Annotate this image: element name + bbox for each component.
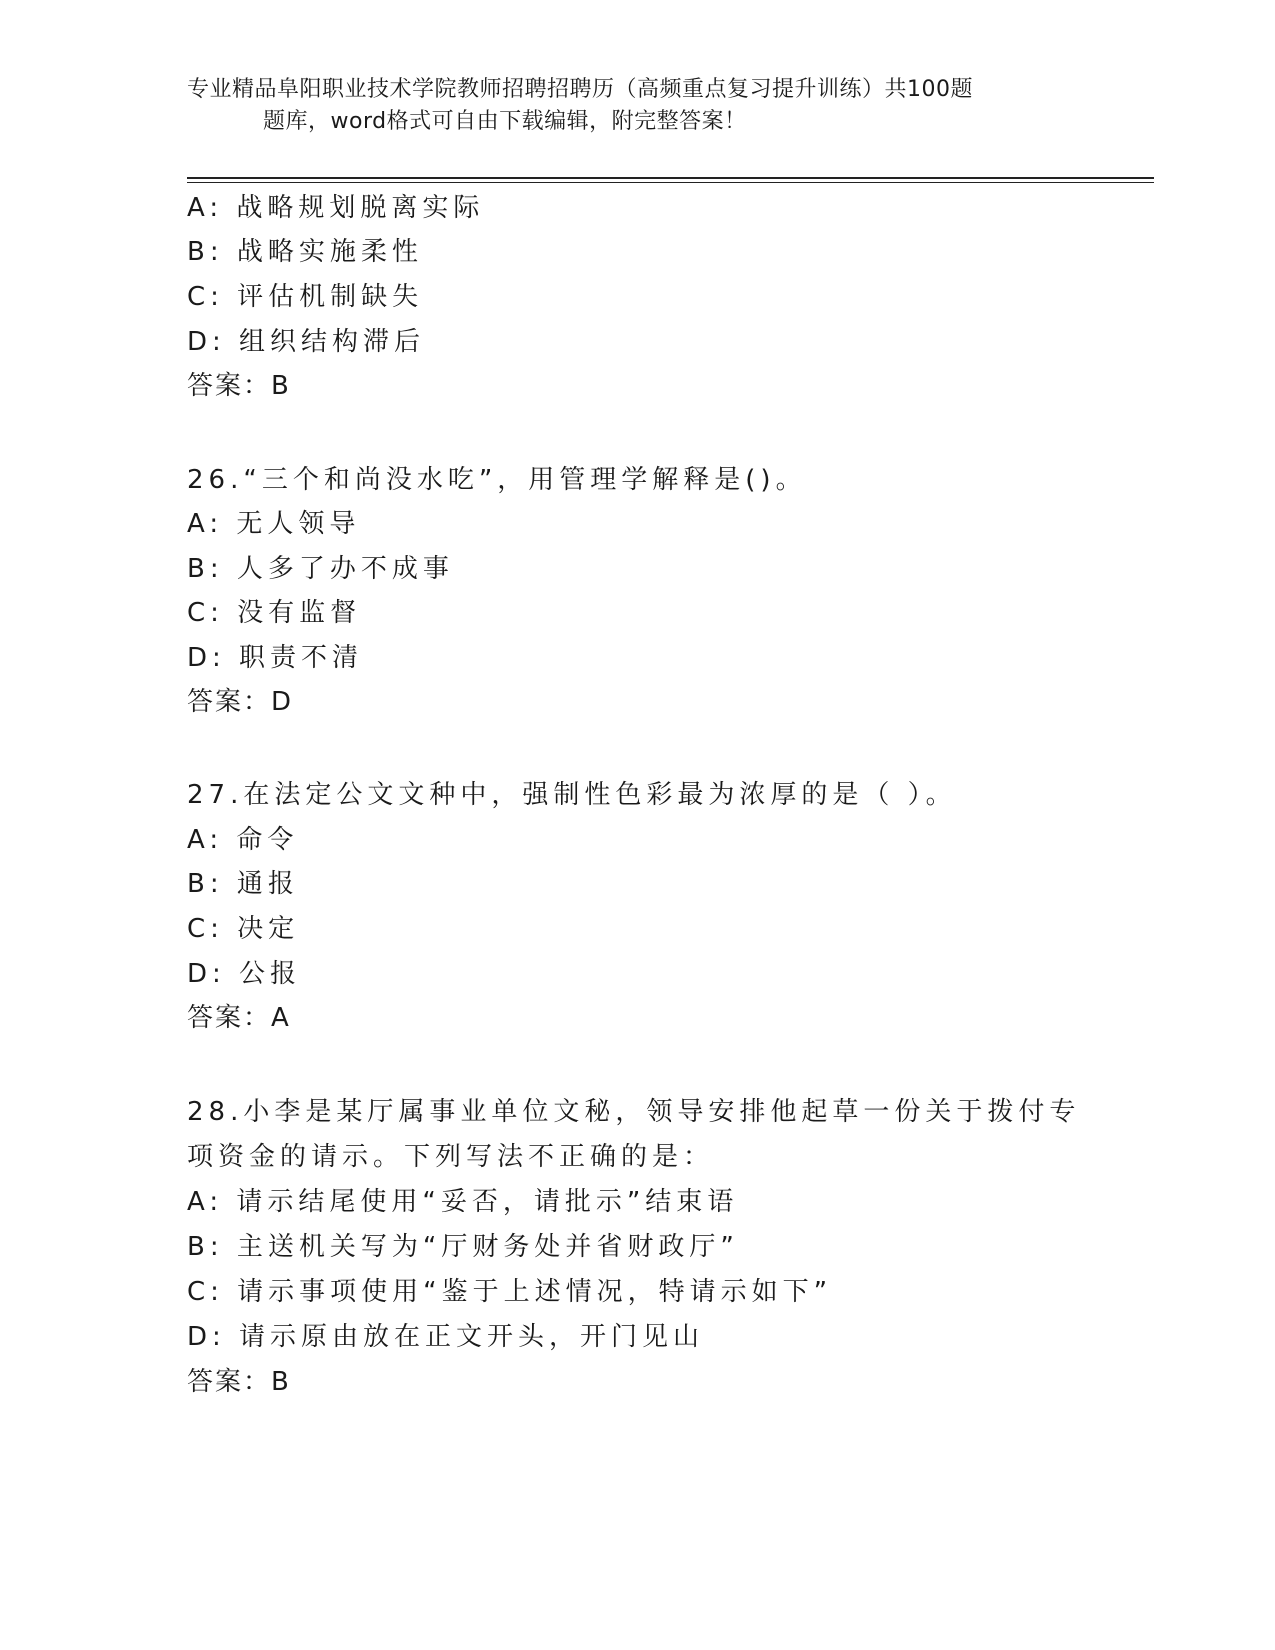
document-header	[187, 74, 1087, 138]
q26-question: 26.“三个和尚没水吃”，用管理学解释是()。	[187, 465, 807, 495]
q27-option-b: B: 通报	[187, 869, 299, 899]
q27-question: 27.在法定公文文种中，强制性色彩最为浓厚的是（ ）。	[187, 780, 957, 810]
q28-option-c: C: 请示事项使用“鉴于上述情况，特请示如下”	[187, 1277, 833, 1307]
q27-answer: 答案：A	[187, 1003, 291, 1033]
q26-answer: 答案：D	[187, 687, 294, 717]
q27-option-d: D: 公报	[187, 959, 302, 989]
q25-option-d: D: 组织结构滞后	[187, 327, 426, 357]
q25-option-a: A: 战略规划脱离实际	[187, 193, 485, 223]
q28-answer: 答案：B	[187, 1367, 291, 1397]
header-line-2: 题库，word格式可自由下载编辑，附完整答案！	[263, 109, 747, 134]
header-divider-thick	[187, 177, 1154, 179]
q26-option-c: C: 没有监督	[187, 598, 362, 628]
q27-option-a: A: 命令	[187, 825, 299, 855]
q26-option-d: D: 职责不清	[187, 643, 364, 673]
q25-option-c: C: 评估机制缺失	[187, 282, 424, 312]
q26-option-a: A: 无人领导	[187, 509, 361, 539]
q25-option-b: B: 战略实施柔性	[187, 237, 423, 267]
header-line-1: 专业精品阜阳职业技术学院教师招聘招聘历（高频重点复习提升训练）共100题	[187, 77, 973, 102]
q28-question: 28.小李是某厅属事业单位文秘，领导安排他起草一份关于拨付专项资金的请示。下列写法不正确的是：	[187, 1097, 1081, 1172]
q25-answer: 答案：B	[187, 371, 291, 401]
q28-option-b: B: 主送机关写为“厅财务处并省财政厅”	[187, 1232, 739, 1262]
q26-option-b: B: 人多了办不成事	[187, 554, 454, 584]
header-divider-thin	[187, 182, 1154, 183]
q28-option-d: D: 请示原由放在正文开头，开门见山	[187, 1322, 705, 1352]
q28-option-a: A: 请示结尾使用“妥否，请批示”结束语	[187, 1187, 739, 1217]
q27-option-c: C: 决定	[187, 914, 300, 944]
